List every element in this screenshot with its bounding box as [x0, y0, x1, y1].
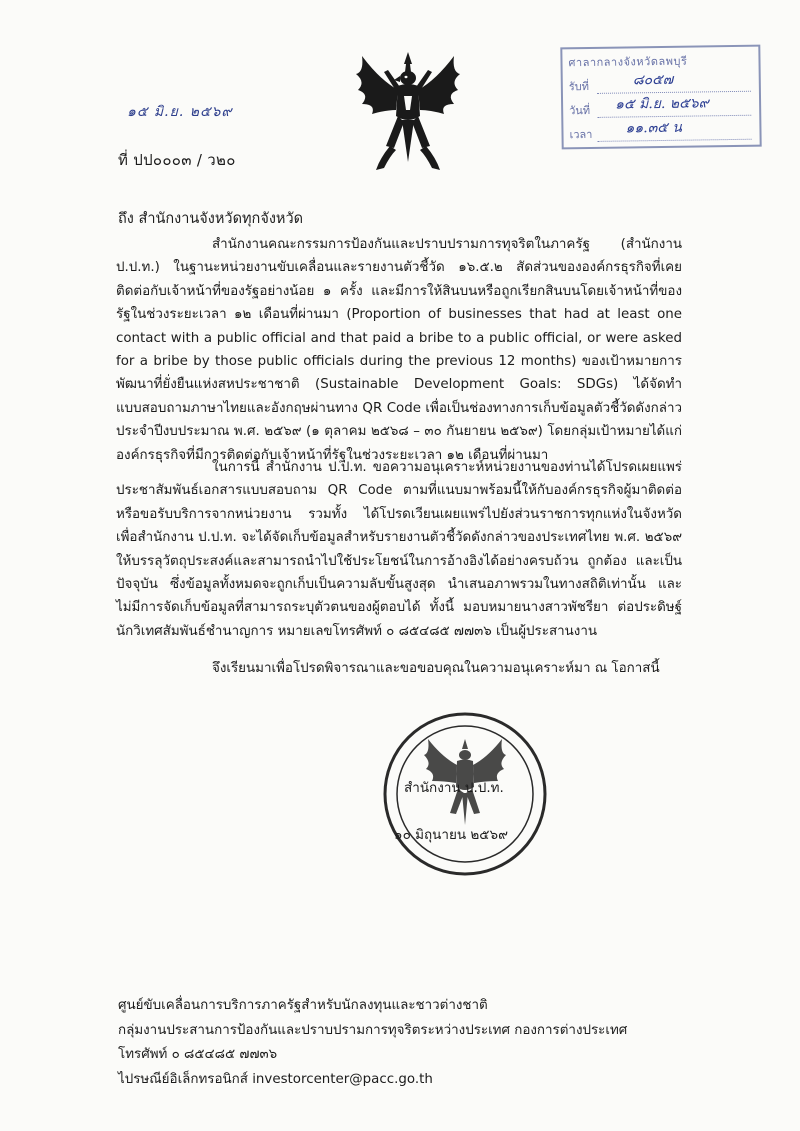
signature-office: สำนักงาน ป.ป.ท.: [404, 780, 504, 796]
document-number: ที่ ปป๐๐๐๓ / ว๒๐: [118, 151, 236, 169]
closing-paragraph: จึงเรียนมาเพื่อโปรดพิจารณาและขอขอบคุณในความอนุเคราะห์มา ณ โอกาสนี้: [212, 661, 660, 676]
body-paragraph-2: ในการนี้ สำนักงาน ป.ป.ท. ขอความอนุเคราะห์หน่วยงานของท่านได้โปรดเผยแพร่ประชาสัมพันธ์เอกสารแบบสอบถาม QR Code ตามที่แนบมาพร้อมนี้ให้กับองค์กรธุรกิจผู้มาติดต่อหรือขอรับบริการจากหน่วยงาน รวมทั้ง ได้โปรดเวียนเผยแพร่ไปยังส่วนราชการทุกแห่งในจังหวัด เพื่อสำนักงาน ป.ป.ท. จะได้จัดเก็บข้อมูลสำหรับรายงานตัวชี้วัดดังกล่าวของประเทศไทย พ.ศ. ๒๕๖๙ ให้บรรลุวัตถุประสงค์และสามารถนำไปใช้ประโยชน์ในการอ้างอิงได้อย่างครบถ้วน ถูกต้อง และเป็นปัจจุบัน ซึ่งข้อมูลทั้งหมดจะถูกเก็บเป็นความลับขั้นสูงสุด นำเสนอภาพรวมในทางสถิติเท่านั้น และไม่มีการจัดเก็บข้อมูลที่สามารถระบุตัวตนของผู้ตอบได้ ทั้งนี้ มอบหมายนางสาวพัชรียา ต่อประดิษฐ์ นักวิเทศสัมพันธ์ชำนาญการ หมายเลขโทรศัพท์ ๐ ๘๕๔๘๕ ๗๗๓๖ เป็นผู้ประสานงาน: [116, 460, 682, 639]
stamp-label-date: วันที่: [569, 103, 591, 118]
recipient-line: ถึง สำนักงานจังหวัดทุกจังหวัด: [118, 211, 304, 227]
signature-date: ๑๐ มิถุนายน ๒๕๖๙: [394, 827, 508, 843]
contact-footer: [118, 994, 678, 1092]
footer-phone: โทรศัพท์ ๐ ๘๕๔๘๕ ๗๗๓๖: [118, 1047, 278, 1062]
body-paragraph-1: สำนักงานคณะกรรมการป้องกันและปราบปรามการทุจริตในภาครัฐ (สำนักงาน ป.ป.ท.) ในฐานะหน่วยงานขับเคลื่อนและรายงานตัวชี้วัด ๑๖.๕.๒ สัดส่วนขององค์กรธุรกิจที่เคยติดต่อกับเจ้าหน้าที่ของรัฐอย่างน้อย ๑ ครั้ง และมีการให้สินบนหรือถูกเรียกสินบนโดยเจ้าหน้าที่ของรัฐในช่วงระยะเวลา ๑๒ เดือนที่ผ่านมา (Proportion of businesses that had at least one contact with a public official and that paid a bribe to a public official, or were asked for a bribe by those public officials during the previous 12 months) ของเป้าหมายการพัฒนาที่ยั่งยืนแห่งสหประชาชาติ (Sustainable Development Goals: SDGs) ได้จัดทำแบบสอบถามภาษาไทยและอังกฤษผ่านทาง QR Code เพื่อเป็นช่องทางการเก็บข้อมูลตัวชี้วัดดังกล่าวประจำปีงบประมาณ พ.ศ. ๒๕๖๙ (๑ ตุลาคม ๒๕๖๘ – ๓๐ กันยายน ๒๕๖๙) โดยกลุ่มเป้าหมายได้แก่องค์กรธุรกิจที่มีการติดต่อกับเจ้าหน้าที่รัฐในช่วงระยะเวลา ๑๒ เดือนที่ผ่านมา: [116, 237, 682, 463]
stamp-label-number: รับที่: [568, 80, 590, 94]
stamp-label-time: เวลา: [569, 127, 593, 142]
footer-email: ไปรษณีย์อิเล็กทรอนิกส์ investorcenter@pacc.go.th: [118, 1071, 433, 1087]
receiving-stamp: [560, 45, 761, 150]
stamp-value-time: ๑๑.๓๕ น: [625, 119, 682, 137]
stamp-value-number: ๘๐๕๗: [632, 71, 674, 89]
received-date: ๑๕ มิ.ย. ๒๕๖๙: [127, 104, 233, 120]
footer-unit: ศูนย์ขับเคลื่อนการบริการภาครัฐสำหรับนักลงทุนและชาวต่างชาติ: [118, 998, 488, 1013]
stamp-title: ศาลากลางจังหวัดลพบุรี: [568, 54, 688, 70]
footer-division: กลุ่มงานประสานการป้องกันและปราบปรามการทุจริตระหว่างประเทศ กองการต่างประเทศ: [118, 1022, 628, 1038]
garuda-emblem-icon: [350, 50, 466, 174]
stamp-value-date: ๑๕ มิ.ย. ๒๕๖๙: [614, 95, 709, 113]
